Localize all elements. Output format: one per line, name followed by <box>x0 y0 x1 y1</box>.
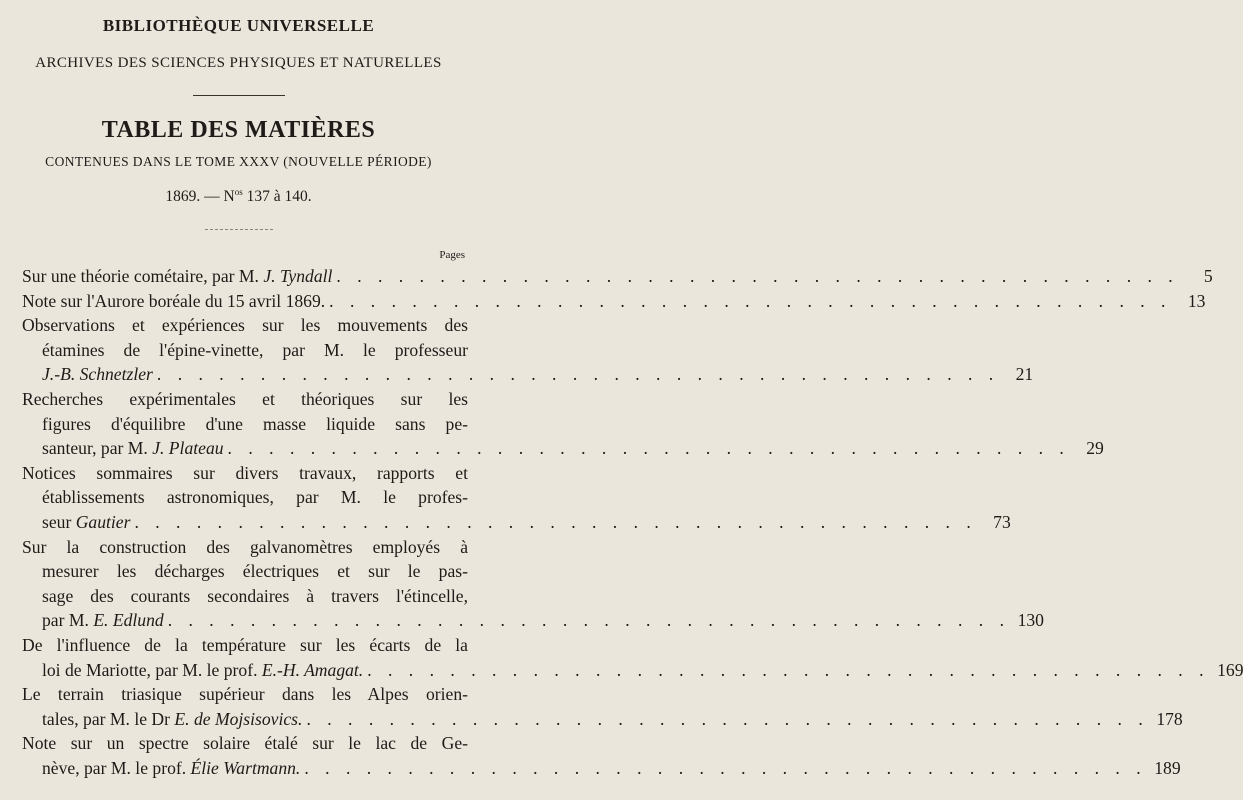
entry-author: E. de Mojsisovics. <box>174 708 303 729</box>
entry-last-line <box>22 608 1044 633</box>
entry-author: E. Edlund <box>93 610 164 631</box>
entry-text-line: Recherches expérimentales et théoriques sur les <box>22 388 468 409</box>
entry-text-line: Observations et expériences sur les mouvements des <box>22 315 468 336</box>
years-prefix: 1869. — N <box>165 188 235 206</box>
entry-text <box>22 289 325 314</box>
entry-page-number: 21 <box>1015 364 1034 385</box>
dot-leader: . . . . . . . . . . . . . . . . . . . . . . . . . . . . . . . . . . . . . . . . . <box>329 290 1172 311</box>
dot-leader: . . . . . . . . . . . . . . . . . . . . . . . . . . . . . . . . . . . . . . . . . <box>304 757 1147 778</box>
entry-text <box>22 264 332 289</box>
entry-text <box>42 658 363 683</box>
years-suffix: 137 à 140. <box>242 188 312 206</box>
entry-text-line: établissements astronomiques, par M. le profes- <box>42 487 468 508</box>
toc-entry <box>22 633 1243 682</box>
toc-entry <box>22 731 1181 780</box>
entry-text-line: Le terrain triasique supérieur dans les Alpes orien- <box>22 684 468 705</box>
entry-text-plain: Sur une théorie cométaire, par M. <box>22 266 264 286</box>
entry-text-plain: tales, par M. le Dr <box>42 708 175 729</box>
pages-column-label: Pages <box>439 249 465 261</box>
dot-leader: . . . . . . . . . . . . . . . . . . . . . . . . . . . . . . . . . . . . . . . . . <box>156 364 1000 385</box>
toc-entry <box>22 682 1183 731</box>
toc-contents-line: CONTENUES DANS LE TOME XXXV (NOUVELLE PÉRIODE) <box>45 154 432 169</box>
toc-entry <box>22 289 1206 314</box>
dot-leader: . . . . . . . . . . . . . . . . . . . . . . . . . . . . . . . . . . . . . . . . . <box>336 266 1179 286</box>
entry-page-number: 178 <box>1156 708 1183 729</box>
entry-last-line <box>22 707 1183 732</box>
library-title: BIBLIOTHÈQUE UNIVERSELLE <box>102 16 375 35</box>
entry-last-line <box>22 658 1243 683</box>
entry-page-number: 130 <box>1017 610 1044 631</box>
entry-page-number: 5 <box>1203 266 1213 286</box>
toc-title: TABLE DES MATIÈRES <box>101 117 376 143</box>
entry-author: J.-B. Schnetzler <box>42 364 153 385</box>
entry-page-number: 13 <box>1187 290 1206 311</box>
entry-author: E.-H. Amagat. <box>261 659 364 680</box>
divider-rule <box>193 95 285 96</box>
entry-author: Élie Wartmann. <box>190 757 301 778</box>
entry-last-line <box>22 436 1104 461</box>
entry-page-number: 29 <box>1086 438 1104 459</box>
toc-entry <box>22 535 1044 633</box>
dot-leader: . . . . . . . . . . . . . . . . . . . . . . . . . . . . . . . . . . . . . . . . . <box>367 659 1210 680</box>
entry-text <box>42 362 153 387</box>
entry-text-line: De l'influence de la température sur les écarts de la <box>22 634 468 655</box>
entry-last-line <box>22 289 1206 314</box>
entry-text-line: Notices sommaires sur divers travaux, rapports et <box>22 462 468 483</box>
dot-leader: . . . . . . . . . . . . . . . . . . . . . . . . . . . . . . . . . . . . . . . . . <box>306 708 1149 729</box>
entry-text <box>42 510 130 535</box>
entry-author: J. Plateau <box>152 438 224 459</box>
toc-volume-range <box>0 187 477 206</box>
entry-last-line <box>22 362 1034 387</box>
entry-text-line: mesurer les décharges électriques et sur le pas- <box>42 561 468 582</box>
toc-entry-list <box>22 264 1243 780</box>
journal-subtitle: ARCHIVES DES SCIENCES PHYSIQUES ET NATURELLES <box>35 55 442 71</box>
toc-entry <box>22 264 1213 289</box>
entry-author: J. Tyndall <box>263 266 333 286</box>
entry-author: Gautier <box>75 511 131 532</box>
entry-text-line: sage des courants secondaires à travers l'étincelle, <box>42 585 468 606</box>
entry-text <box>42 436 224 461</box>
entry-page-number: 169 <box>1217 659 1243 680</box>
divider-rule-small <box>205 229 273 230</box>
entry-last-line <box>22 264 1213 289</box>
entry-text <box>42 707 302 732</box>
dot-leader: . . . . . . . . . . . . . . . . . . . . . . . . . . . . . . . . . . . . . . . . . <box>227 438 1070 459</box>
entry-text-plain: nève, par M. le prof. <box>42 757 191 778</box>
toc-entry <box>22 387 1104 461</box>
entry-text <box>42 756 300 781</box>
entry-text-plain: santeur, par M. <box>42 438 153 459</box>
entry-text-plain: seur <box>42 511 76 532</box>
entry-text-plain: par M. <box>42 610 94 631</box>
entry-text <box>42 608 164 633</box>
entry-text-plain: Note sur l'Aurore boréale du 15 avril 1869. <box>22 290 326 311</box>
toc-entry <box>22 313 1034 387</box>
entry-text-line: étamines de l'épine-vinette, par M. le professeur <box>42 339 468 360</box>
dot-leader: . . . . . . . . . . . . . . . . . . . . . . . . . . . . . . . . . . . . . . . . . <box>134 511 977 532</box>
entry-last-line <box>22 510 1011 535</box>
entry-text-line: Sur la construction des galvanomètres employés à <box>22 536 468 557</box>
entry-text-line: figures d'équilibre d'une masse liquide sans pe- <box>42 413 468 434</box>
dot-leader: . . . . . . . . . . . . . . . . . . . . . . . . . . . . . . . . . . . . . . . . . <box>167 610 1010 631</box>
entry-page-number: 73 <box>993 511 1011 532</box>
entry-text-plain: loi de Mariotte, par M. le prof. <box>42 659 262 680</box>
toc-entry <box>22 461 1011 535</box>
entry-page-number: 189 <box>1154 757 1181 778</box>
entry-last-line <box>22 756 1181 781</box>
years-sup: os <box>234 187 243 197</box>
entry-text-line: Note sur un spectre solaire étalé sur le lac de Ge- <box>22 733 468 754</box>
